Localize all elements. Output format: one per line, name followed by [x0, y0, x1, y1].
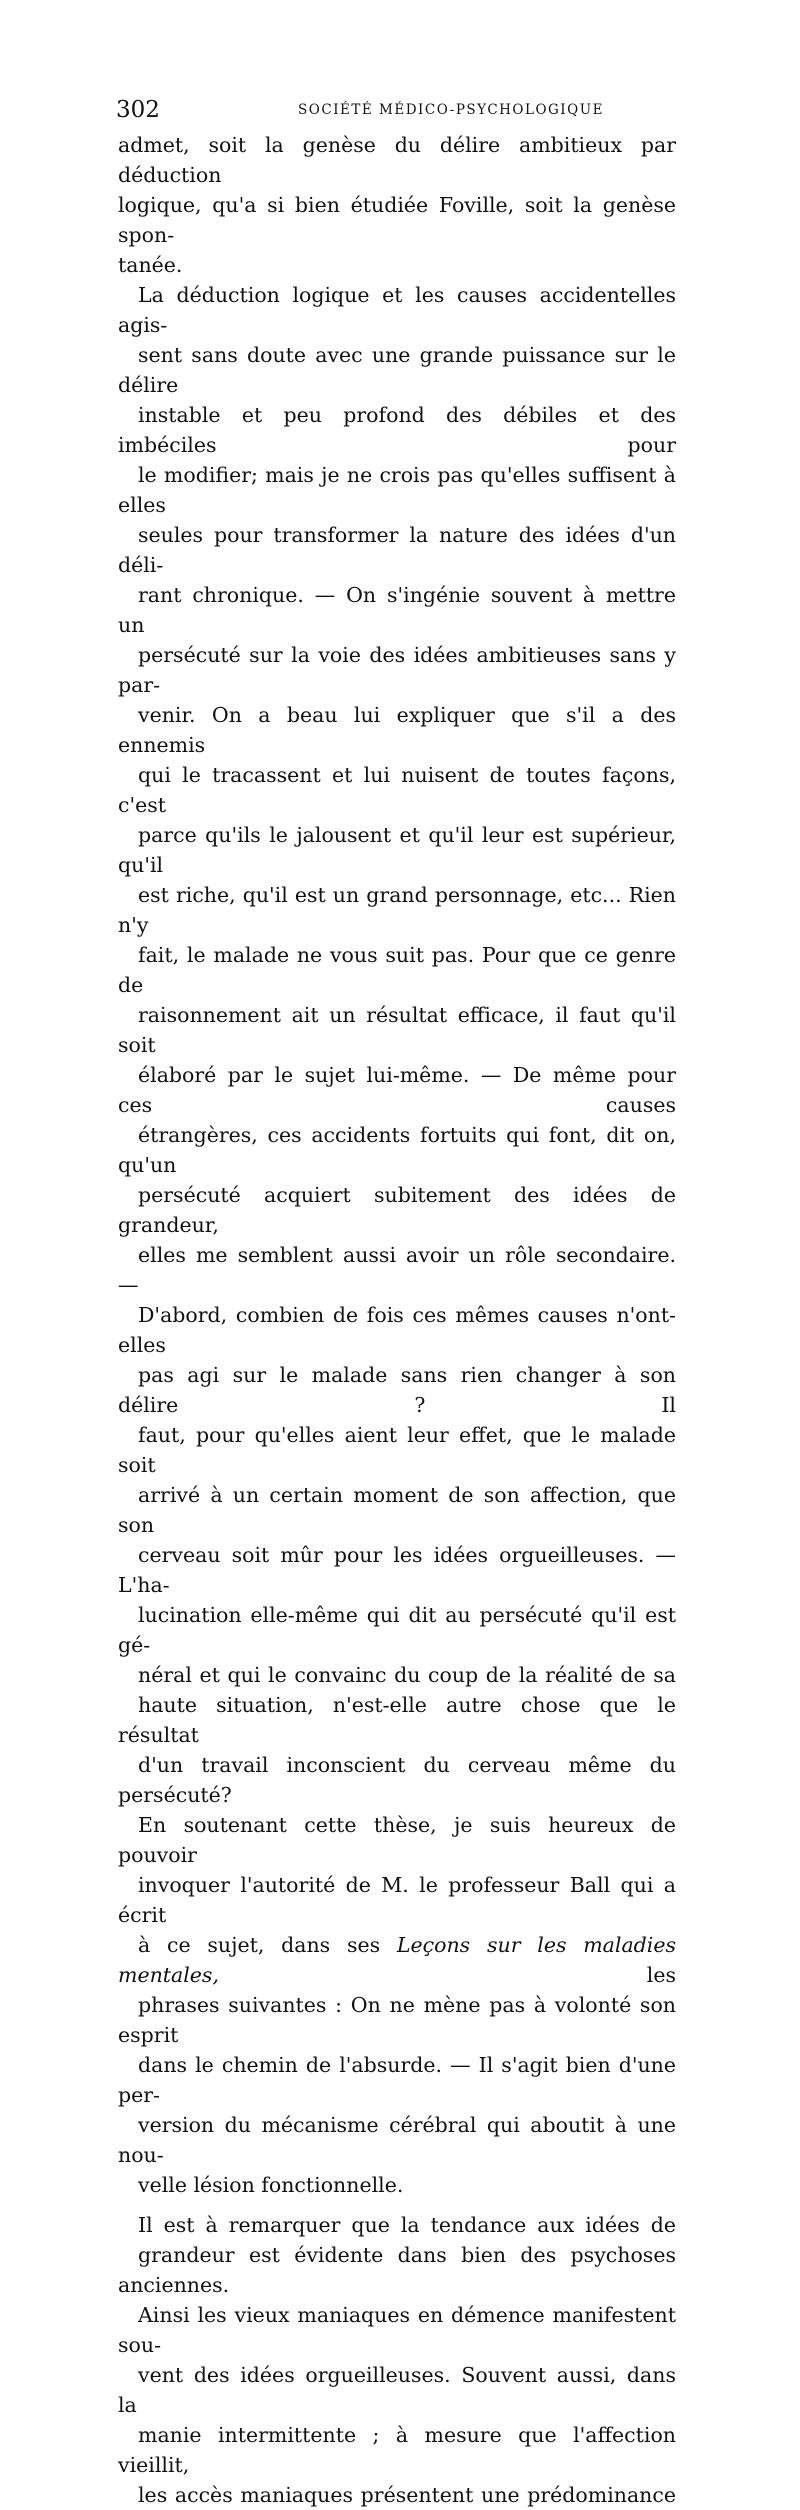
text-line: pas agi sur le malade sans rien changer à son délire ? Il [118, 1363, 676, 1417]
text-line: elles me semblent aussi avoir un rôle secondaire. — [118, 1243, 676, 1297]
text-line: manie intermittente ; à mesure que l'affection vieillit, [118, 2423, 676, 2477]
text-line: arrivé à un certain moment de son affection, que son [118, 1483, 676, 1537]
text-line: d'un travail inconscient du cerveau même du persécuté? [118, 1753, 676, 1807]
text-span: à ce sujet, dans ses [138, 1933, 397, 1957]
running-title: SOCIÉTÉ MÉDICO-PSYCHOLOGIQUE [298, 102, 604, 118]
text-line: En soutenant cette thèse, je suis heureux de pouvoir [118, 1813, 676, 1867]
text-line: dans le chemin de l'absurde. — Il s'agit bien d'une per- [118, 2053, 676, 2107]
text-line: haute situation, n'est-elle autre chose que le résultat [118, 1693, 676, 1747]
text-line: La déduction logique et les causes accidentelles agis- [118, 283, 676, 337]
text-line: grandeur est évidente dans bien des psychoses anciennes. [118, 2243, 676, 2297]
text-line: instable et peu profond des débiles et des imbéciles pour [118, 403, 676, 457]
text-span: les [218, 1963, 676, 1987]
text-line: version du mécanisme cérébral qui aboutit à une nou- [118, 2113, 676, 2167]
text-line: le modifier; mais je ne crois pas qu'elles suffisent à elles [118, 463, 676, 517]
text-line: Ainsi les vieux maniaques en démence manifestent sou- [118, 2303, 676, 2357]
book-title: Leçons sur les maladies mentales, [118, 1933, 677, 1987]
text-line: persécuté acquiert subitement des idées de grandeur, [118, 1183, 676, 1237]
text-line: Il est à remarquer que la tendance aux idées de [138, 2213, 676, 2237]
text-line: raisonnement ait un résultat efficace, il faut qu'il soit [118, 1003, 676, 1057]
text-line: étrangères, ces accidents fortuits qui font, dit on, qu'un [118, 1123, 676, 1177]
text-line [118, 1930, 676, 1990]
text-line: venir. On a beau lui expliquer que s'il a des ennemis [118, 703, 676, 757]
text-line: rant chronique. — On s'ingénie souvent à mettre un [118, 583, 676, 637]
text-line: D'abord, combien de fois ces mêmes causes n'ont-elles [118, 1303, 676, 1357]
paragraph-2 [118, 280, 676, 1810]
text-line: sent sans doute avec une grande puissance sur le délire [118, 343, 676, 397]
page-header [116, 94, 676, 126]
text-line: logique, qu'a si bien étudiée Foville, soit la genèse spon- [118, 193, 676, 247]
text-line: invoquer l'autorité de M. le professeur Ball qui a écrit [118, 1873, 676, 1927]
paragraph-4 [118, 2210, 676, 2510]
text-line: élaboré par le sujet lui-même. — De même pour ces causes [118, 1063, 676, 1117]
text-line: persécuté sur la voie des idées ambitieuses sans y par- [118, 643, 676, 697]
page-number: 302 [116, 97, 160, 123]
text-line: phrases suivantes : On ne mène pas à volonté son esprit [118, 1993, 676, 2047]
text-line: est riche, qu'il est un grand personnage, etc... Rien n'y [118, 883, 676, 937]
text-line: seules pour transformer la nature des idées d'un déli- [118, 523, 676, 577]
text-line: néral et qui le convainc du coup de la réalité de sa [138, 1663, 676, 1687]
text-line: tanée. [118, 253, 183, 277]
text-line: fait, le malade ne vous suit pas. Pour que ce genre de [118, 943, 676, 997]
text-line: qui le tracassent et lui nuisent de toutes façons, c'est [118, 763, 676, 817]
paragraph-3 [118, 1810, 676, 2200]
paragraph-1 [118, 130, 676, 280]
text-line: les accès maniaques présentent une prédominance [138, 2483, 676, 2507]
body-text [118, 130, 676, 2510]
text-line: vent des idées orgueilleuses. Souvent aussi, dans la [118, 2363, 676, 2417]
text-line: velle lésion fonctionnelle. [138, 2173, 404, 2197]
text-line: admet, soit la genèse du délire ambitieux par déduction [118, 133, 676, 187]
text-line: parce qu'ils le jalousent et qu'il leur est supérieur, qu'il [118, 823, 676, 877]
text-line: faut, pour qu'elles aient leur effet, que le malade soit [118, 1423, 676, 1477]
text-line: cerveau soit mûr pour les idées orgueilleuses. — L'ha- [118, 1543, 676, 1597]
text-line: lucination elle-même qui dit au persécuté qu'il est gé- [118, 1603, 676, 1657]
